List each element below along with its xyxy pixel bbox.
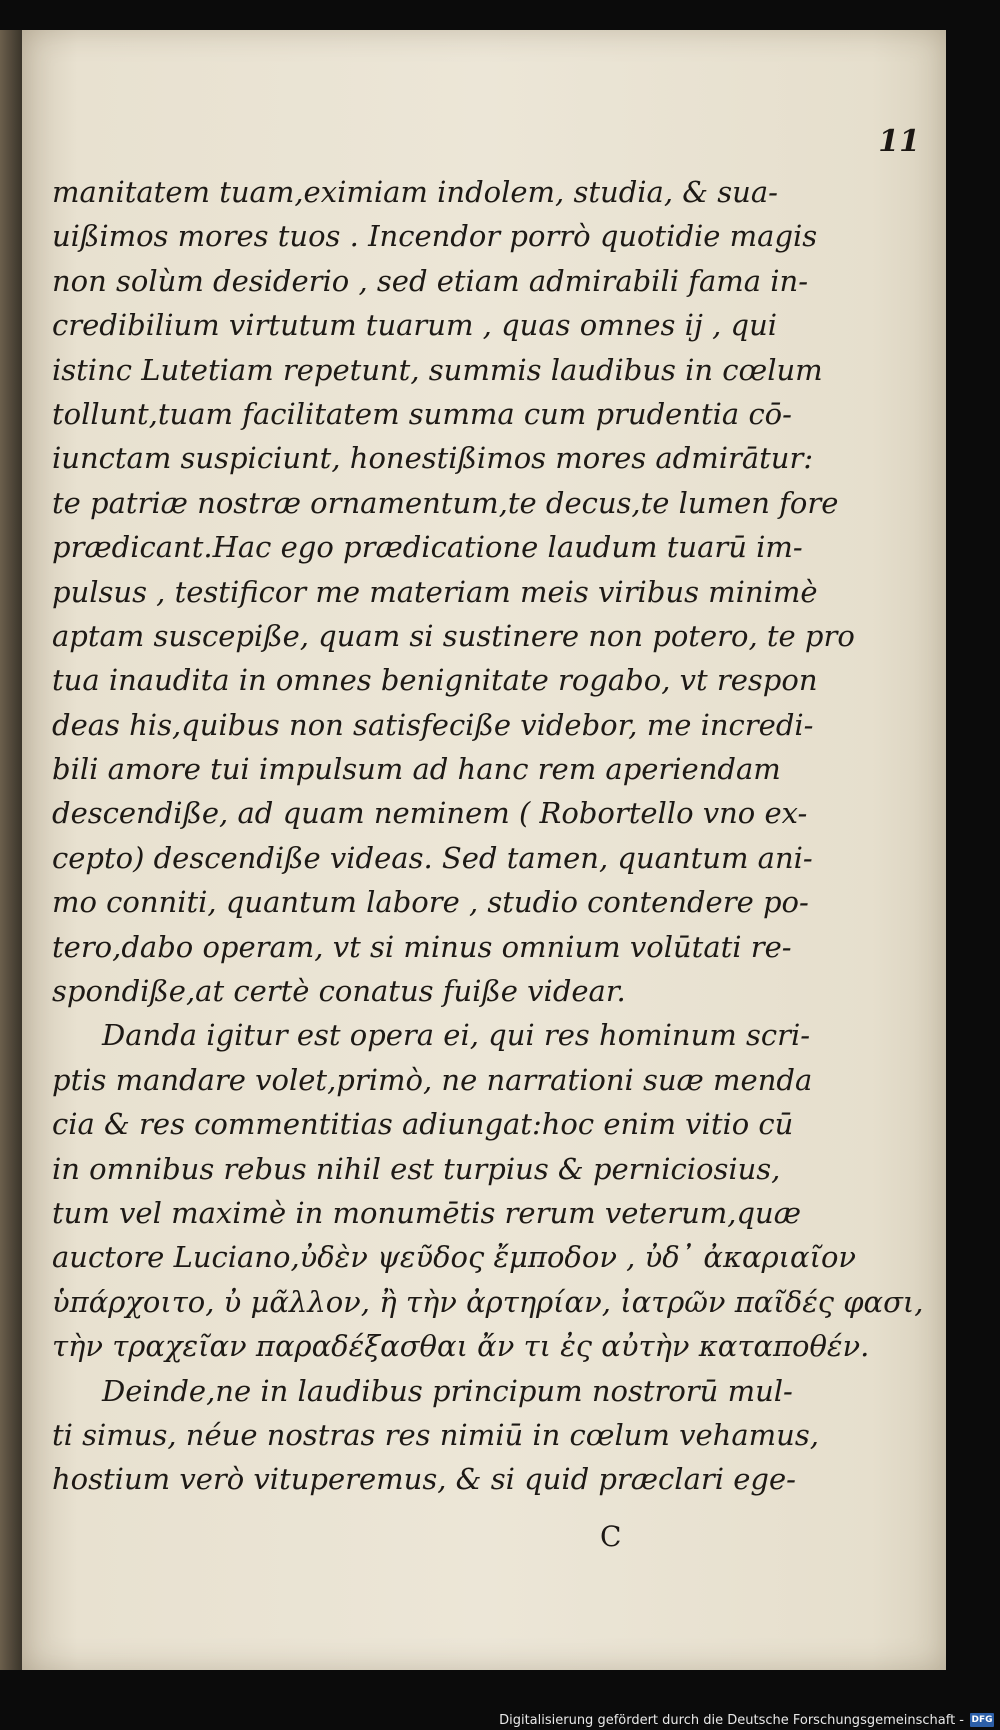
text-line-17: mo conniti, quantum labore , studio contendere po- <box>52 885 809 920</box>
text-line-5: istinc Lutetiam repetunt, summis laudibus in cœlum <box>52 352 823 387</box>
text-line-25: auctore Luciano,ὐδὲν ψεῦδος ἔμποδον , ὐδ᾽ ἀκαριαῖον <box>52 1240 857 1275</box>
text-line-14: bili amore tui impulsum ad hanc rem aperiendam <box>52 752 781 787</box>
page-text-block <box>52 170 924 1502</box>
text-line-2: uißimos mores tuos . Incendor porrò quotidie magis <box>52 219 818 254</box>
text-line-12: tua inaudita in omnes benignitate rogabo, vt respon <box>52 663 818 698</box>
text-line-1: manitatem tuam,eximiam indolem, studia, & sua- <box>52 175 778 209</box>
text-line-27: τὴν τραχεῖαν παραδέξασθαι ἄν τι ἐς αὐτὴν καταποθέν. <box>52 1329 870 1364</box>
text-line-15: descendiße, ad quam neminem ( Robortello vno ex- <box>52 796 808 831</box>
text-line-21: ptis mandare volet,primò, ne narrationi suæ menda <box>52 1062 813 1097</box>
text-line-29: ti simus, néue nostras res nimiū in cœlum vehamus, <box>52 1417 819 1452</box>
footer-credit-text: Digitalisierung gefördert durch die Deutsche Forschungsgemeinschaft - <box>499 1713 964 1728</box>
text-line-3: non solùm desiderio , sed etiam admirabili fama in- <box>52 263 808 298</box>
text-line-9: prædicant.Hac ego prædicatione laudum tuarū im- <box>52 530 803 565</box>
text-line-30: hostium verò vituperemus, & si quid præclari ege- <box>52 1462 796 1497</box>
signature-mark: C <box>600 1520 622 1553</box>
digitization-footer <box>0 1708 1000 1730</box>
text-line-23: in omnibus rebus nihil est turpius & perniciosius, <box>52 1151 781 1186</box>
page-number: 11 <box>878 124 920 159</box>
text-line-7: iunctam suspiciunt, honestißimos mores admirātur: <box>52 441 814 476</box>
text-line-28: Deinde,ne in laudibus principum nostrorū mul- <box>102 1373 793 1408</box>
book-spine-edge <box>0 30 22 1670</box>
text-line-4: credibilium virtutum tuarum , quas omnes ij , qui <box>52 308 778 343</box>
text-line-20: Danda igitur est opera ei, qui res hominum scri- <box>102 1018 811 1053</box>
text-line-13: deas his,quibus non satisfeciße videbor, me incredi- <box>52 707 814 742</box>
text-line-24: tum vel maximè in monumētis rerum veterum,quæ <box>52 1195 801 1230</box>
text-line-11: aptam suscepiße, quam si sustinere non potero, te pro <box>52 618 855 653</box>
text-line-22: cia & res commentitias adiungat:hoc enim vitio cū <box>52 1107 794 1142</box>
text-line-10: pulsus , testificor me materiam meis viribus minimè <box>52 574 818 609</box>
text-line-19: spondiße,at certè conatus fuiße videar. <box>52 974 626 1009</box>
text-line-16: cepto) descendiße videas. Sed tamen, quantum ani- <box>52 840 813 875</box>
dfg-logo-icon: DFG <box>971 1715 993 1725</box>
text-line-6: tollunt,tuam facilitatem summa cum prudentia cō- <box>52 396 792 431</box>
text-line-18: tero,dabo operam, vt si minus omnium volūtati re- <box>52 929 792 964</box>
text-line-8: te patriæ nostræ ornamentum,te decus,te lumen fore <box>52 485 839 520</box>
text-line-26: ὑπάρχοιτο, ὐ μᾶλλον, ἢ τὴν ἀρτηρίαν, ἰατρῶν παῖδές φασι, <box>52 1284 924 1319</box>
